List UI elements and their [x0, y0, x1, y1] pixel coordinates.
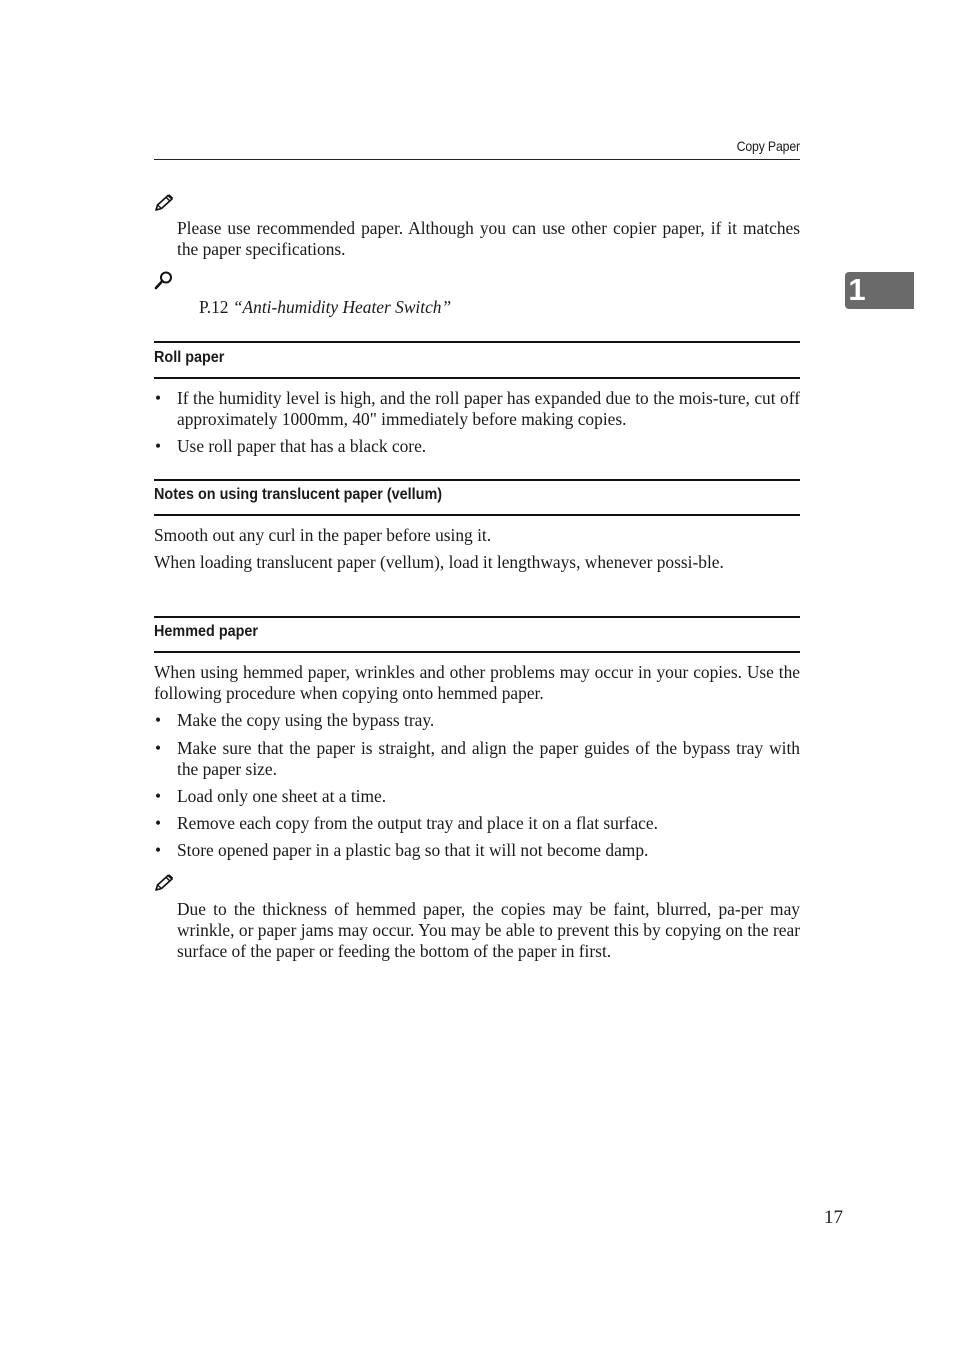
bullet-icon: • [155, 786, 162, 806]
reference-link[interactable] [199, 297, 451, 318]
list-item: • Remove each copy from the output tray and place it on a flat surface. [155, 813, 658, 833]
paragraph: When using hemmed paper, wrinkles and other problems may occur in your copies. Use the following procedure when copying onto hemmed paper. [154, 662, 800, 703]
section-rule-bottom [154, 514, 800, 516]
chapter-number: 1 [848, 272, 866, 307]
list-item: • Store opened paper in a plastic bag so that it will not become damp. [155, 840, 649, 860]
bullet-icon: • [155, 710, 162, 730]
pencil-note-icon [153, 873, 175, 893]
section-title-hemmed-paper: Hemmed paper [154, 623, 259, 640]
reference-page: P.12 [199, 297, 233, 317]
magnifier-reference-icon [153, 270, 175, 290]
section-title-roll-paper: Roll paper [154, 349, 225, 366]
bullet-icon: • [155, 738, 162, 758]
header-rule [154, 159, 800, 160]
bullet-icon: • [155, 813, 162, 833]
section-title-translucent-paper: Notes on using translucent paper (vellum) [154, 486, 443, 503]
section-rule-bottom [154, 651, 800, 653]
running-header-title: Copy Paper [736, 138, 800, 154]
note-text: Due to the thickness of hemmed paper, the copies may be faint, blurred, pa-per may wrinkle, or paper jams may occur. You may be able to prevent this by copying on the rear surface of the paper or feeding the bottom of the paper in first. [177, 899, 800, 961]
page-number: 17 [824, 1207, 843, 1228]
paragraph: Smooth out any curl in the paper before using it. [154, 525, 492, 545]
list-item: • Make sure that the paper is straight, and align the paper guides of the bypass tray with the paper size. [155, 738, 800, 779]
chapter-tab [845, 272, 914, 309]
list-item: • If the humidity level is high, and the roll paper has expanded due to the mois-ture, cut off approximately 1000mm, 40" immediately before making copies. [155, 388, 800, 429]
section-rule-top [154, 341, 800, 343]
reference-title: “Anti-humidity Heater Switch” [232, 297, 452, 317]
list-item: • Use roll paper that has a black core. [155, 436, 427, 456]
section-rule-top [154, 479, 800, 481]
bullet-icon: • [155, 840, 162, 860]
list-item: • Make the copy using the bypass tray. [155, 710, 435, 730]
note-text: Please use recommended paper. Although you can use other copier paper, if it matches the paper specifications. [177, 218, 800, 259]
list-item: • Load only one sheet at a time. [155, 786, 387, 806]
section-rule-top [154, 616, 800, 618]
paragraph: When loading translucent paper (vellum), load it lengthways, whenever possi-ble. [154, 552, 724, 572]
bullet-icon: • [155, 388, 162, 408]
bullet-icon: • [155, 436, 162, 456]
section-rule-bottom [154, 377, 800, 379]
pencil-note-icon [153, 193, 175, 213]
